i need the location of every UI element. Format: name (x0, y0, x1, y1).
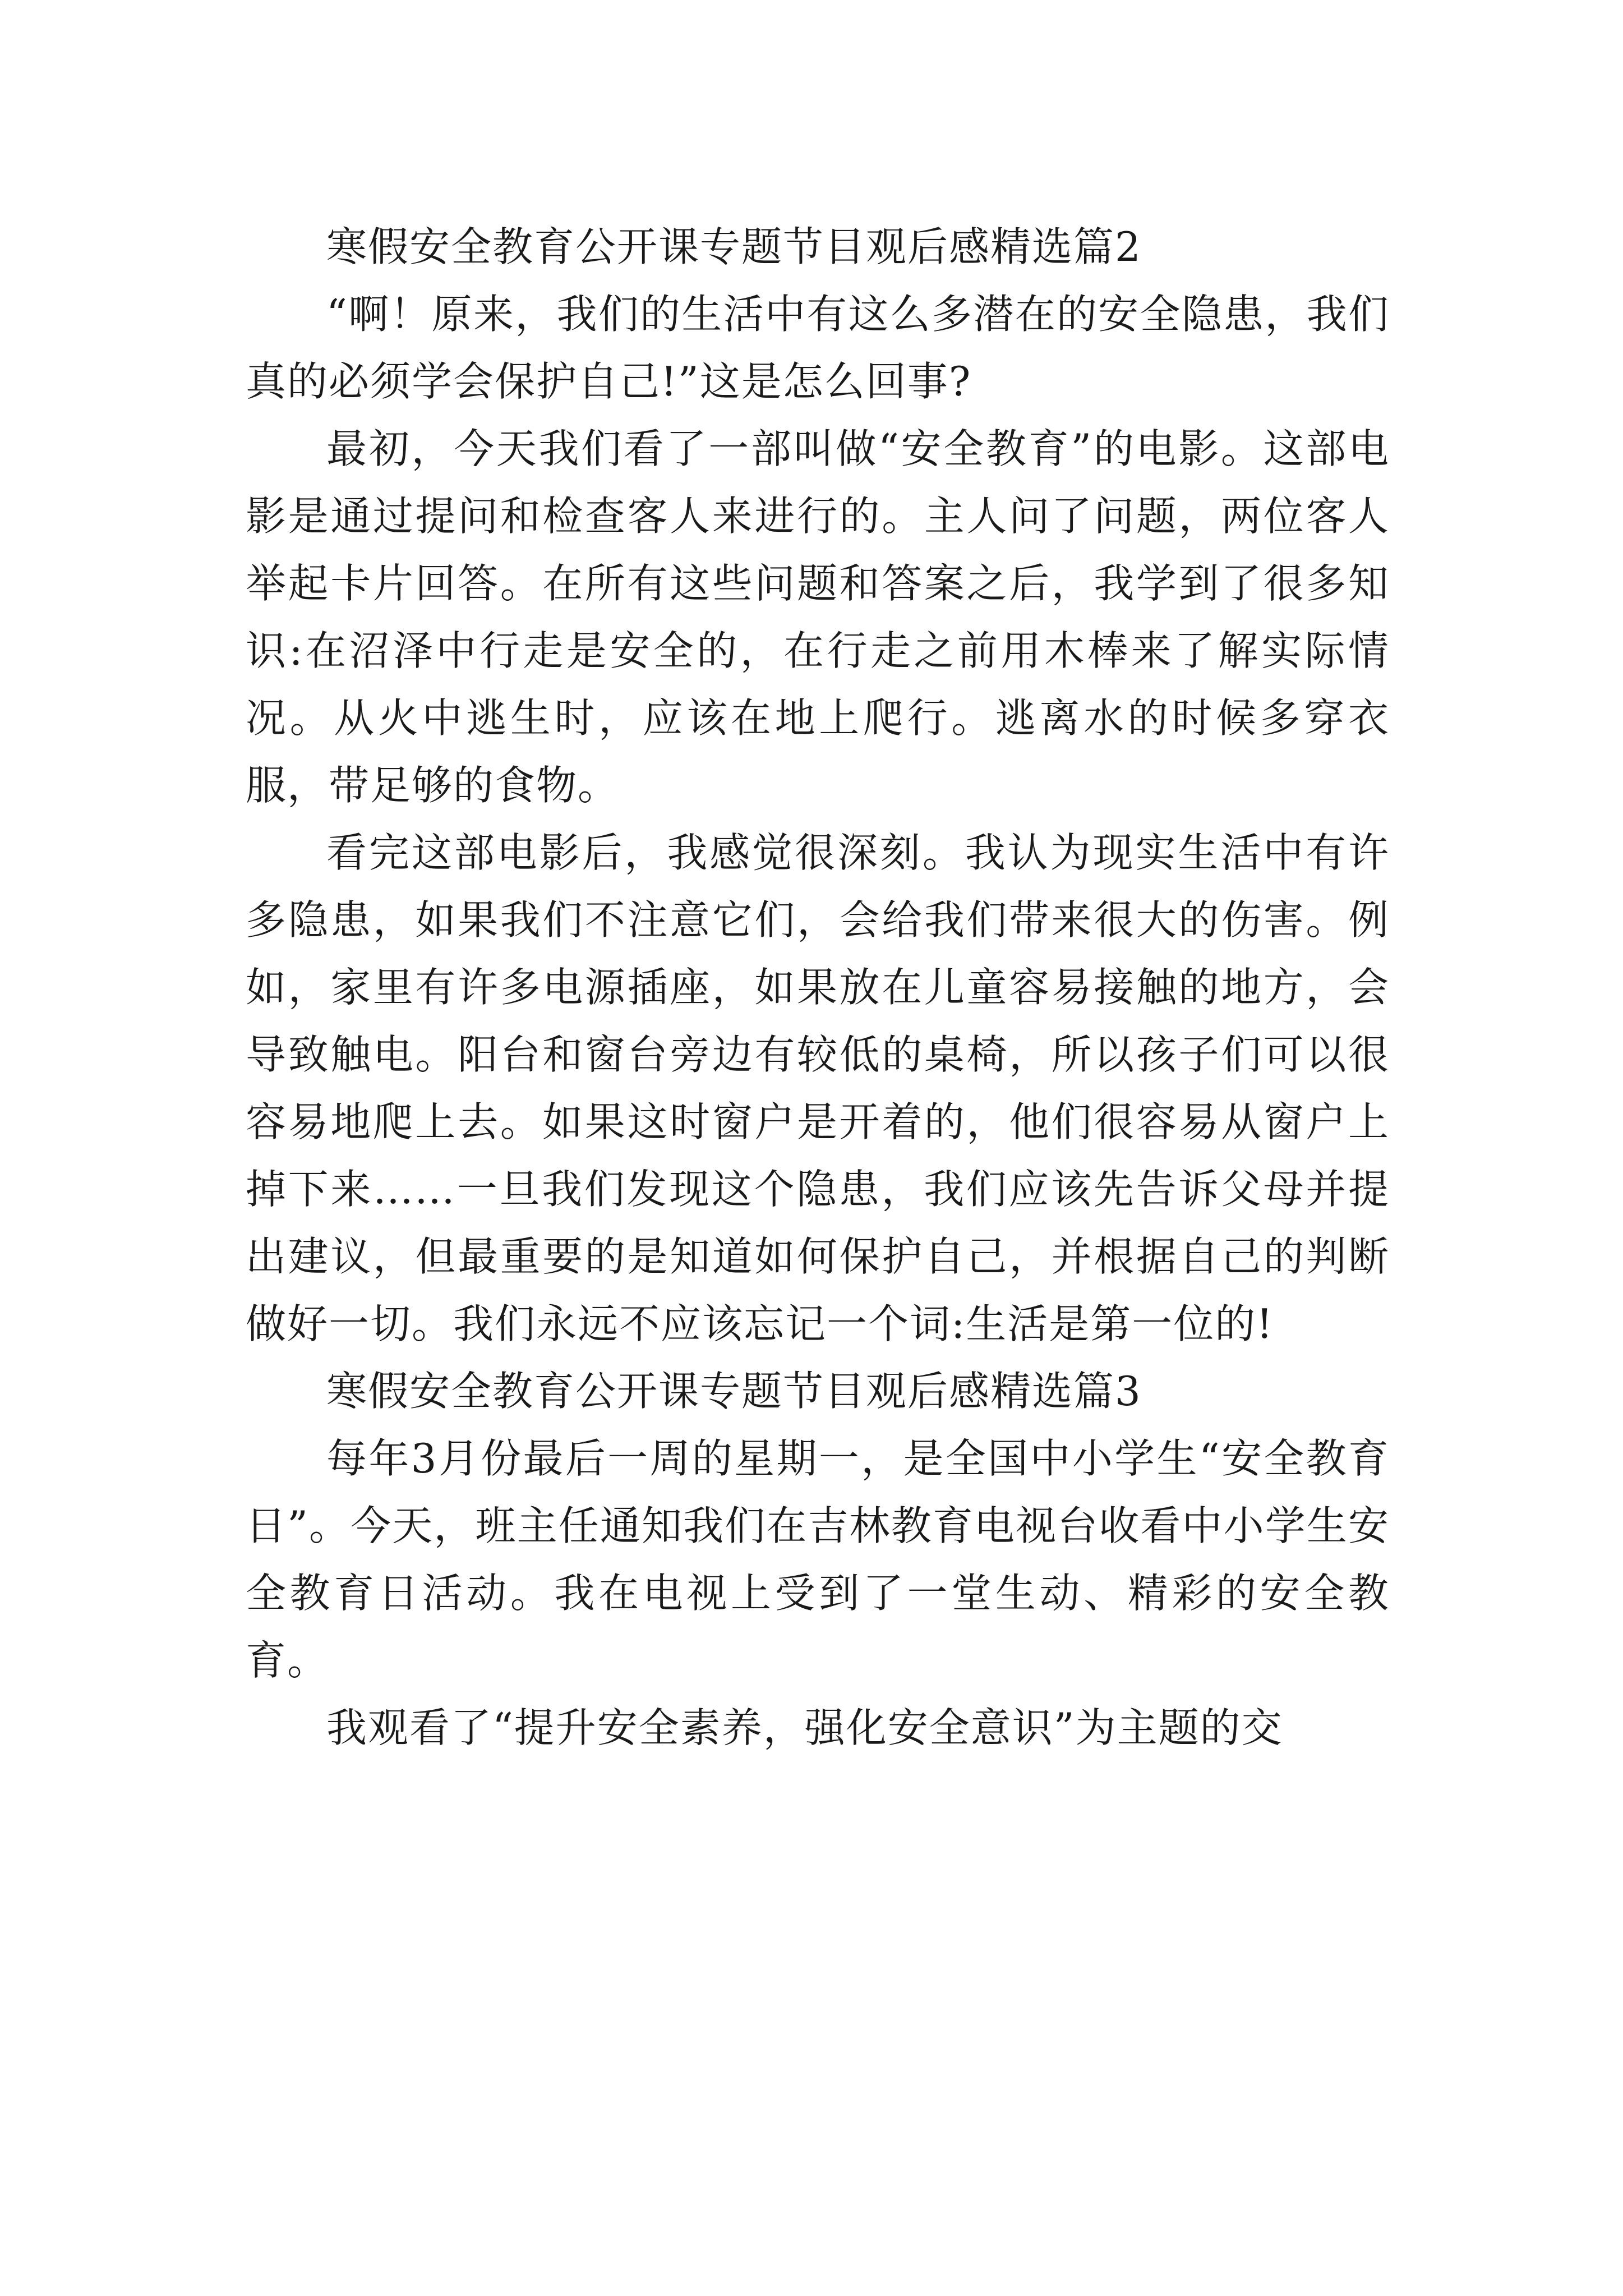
paragraph: 每年3月份最后一周的星期一，是全国中小学生“安全教育日”。今天，班主任通知我们在吉林教育电视台收看中小学生安全教育日活动。我在电视上受到了一堂生动、精彩的安全教育。 (246, 1435, 1390, 1684)
paragraph: 我观看了“提升安全素养，强化安全意识”为主题的交 (326, 1704, 1283, 1751)
section-heading-3: 寒假安全教育公开课专题节目观后感精选篇3 (326, 1368, 1142, 1415)
document-body (246, 213, 1390, 1761)
paragraph: 最初，今天我们看了一部叫做“安全教育”的电影。这部电影是通过提问和检查客人来进行的。主人问了问题，两位客人举起卡片回答。在所有这些问题和答案之后，我学到了很多知识:在沼泽中行走是安全的，在行走之前用木棒来了解实际情况。从火中逃生时，应该在地上爬行。逃离水的时候多穿衣服，带足够的食物。 (246, 425, 1390, 809)
paragraph: “啊！原来，我们的生活中有这么多潜在的安全隐患，我们真的必须学会保护自己!”这是怎么回事? (246, 291, 1390, 405)
paragraph: 看完这部电影后，我感觉很深刻。我认为现实生活中有许多隐患，如果我们不注意它们，会给我们带来很大的伤害。例如，家里有许多电源插座，如果放在儿童容易接触的地方，会导致触电。阳台和窗台旁边有较低的桌椅，所以孩子们可以很容易地爬上去。如果这时窗户是开着的，他们很容易从窗户上掉下来……一旦我们发现这个隐患，我们应该先告诉父母并提出建议，但最重要的是知道如何保护自己，并根据自己的判断做好一切。我们永远不应该忘记一个词:生活是第一位的! (246, 829, 1390, 1347)
section-heading-2: 寒假安全教育公开课专题节目观后感精选篇2 (326, 223, 1142, 270)
